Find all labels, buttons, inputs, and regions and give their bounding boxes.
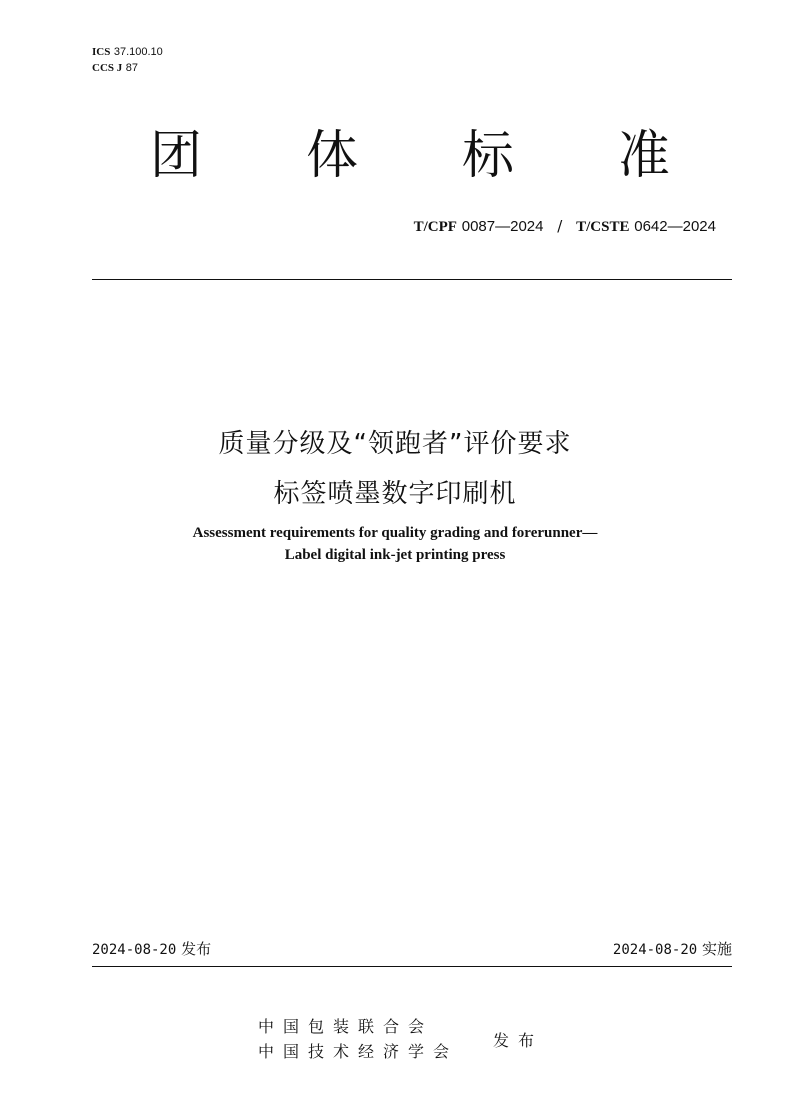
chinese-title-line-1: 质量分级及“领跑者”评价要求: [218, 429, 572, 459]
publisher-org-1: 中国包装联合会: [258, 1017, 434, 1036]
ccs-value: 87: [125, 62, 139, 74]
main-title-char: 标: [461, 126, 514, 186]
main-title-char: 体: [305, 126, 358, 186]
cste-number: 0642—2024: [634, 218, 716, 235]
cste-prefix: T/CSTE: [576, 219, 630, 235]
standard-number: [414, 216, 716, 237]
english-title-line-1: Assessment requirements for quality grading and forerunner—: [192, 525, 598, 541]
cpf-prefix: T/CPF: [413, 219, 457, 235]
issue-date-label: 发布: [181, 940, 212, 958]
top-divider: [92, 279, 732, 280]
chinese-title-line-2: 标签喷墨数字印刷机: [273, 479, 517, 509]
publisher-org-2: 中国技术经济学会: [258, 1042, 459, 1061]
issue-date: [92, 938, 211, 961]
ics-code: [92, 44, 163, 60]
bottom-divider: [92, 966, 732, 967]
issue-date-value: 2024-08-20: [92, 942, 177, 958]
publish-label: 发布: [493, 1031, 544, 1050]
implementation-date: [613, 938, 732, 961]
main-title-char: 团: [150, 126, 203, 186]
ccs-code: [92, 60, 138, 76]
main-title: [150, 124, 670, 188]
cpf-number: 0087—2024: [461, 218, 544, 235]
ics-label: ICS: [92, 46, 111, 58]
implementation-date-value: 2024-08-20: [612, 942, 698, 958]
number-separator: /: [557, 217, 563, 235]
implementation-date-label: 实施: [701, 940, 732, 958]
english-title-line-2: Label digital ink-jet printing press: [284, 547, 506, 563]
main-title-char: 准: [617, 126, 670, 186]
ccs-label: CCS J: [92, 62, 123, 74]
ics-value: 37.100.10: [113, 46, 163, 58]
